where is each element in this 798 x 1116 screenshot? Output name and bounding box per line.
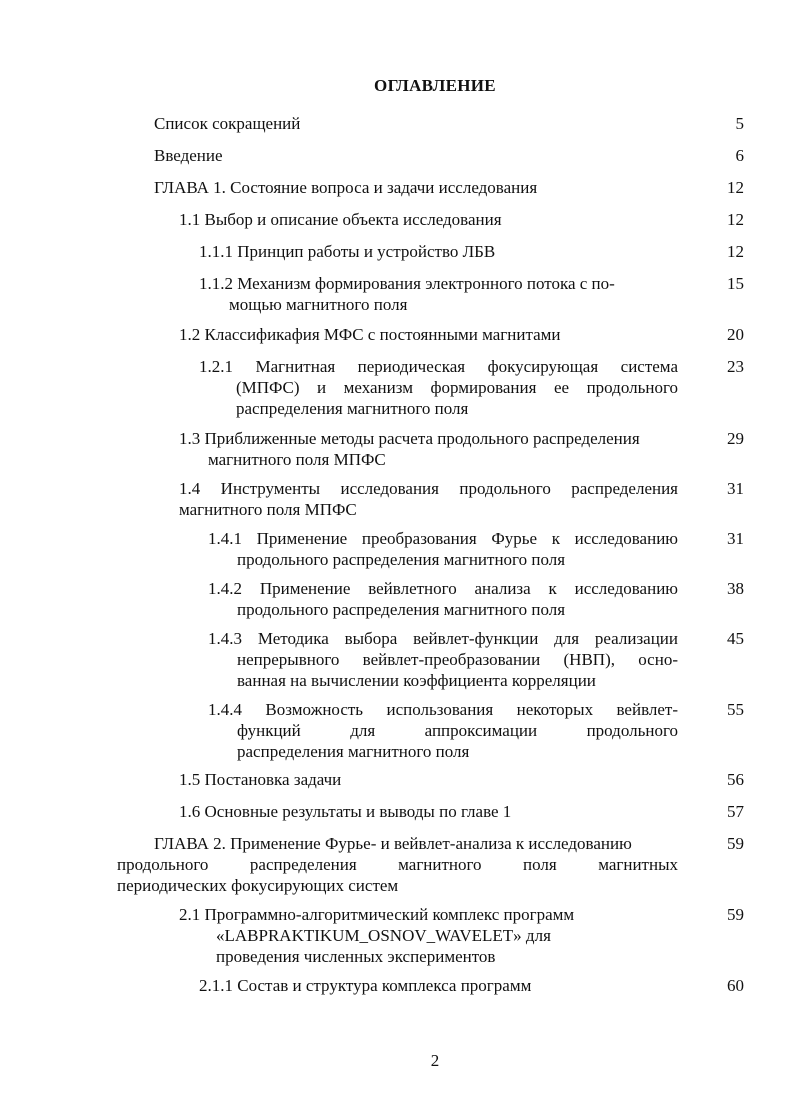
toc-entry-continuation: периодических фокусирующих систем: [117, 876, 399, 895]
toc-entry-page: 55: [727, 700, 744, 719]
toc-entry-page: 29: [727, 429, 744, 448]
toc-entry-text: 1.4 Инструменты исследования продольного распределения: [179, 479, 678, 498]
toc-heading: ОГЛАВЛЕНИЕ: [374, 76, 496, 95]
toc-entry-text: 1.2.1 Магнитная периодическая фокусирующая система: [199, 357, 678, 376]
toc-entry-text: 1.1.1 Принцип работы и устройство ЛБВ: [199, 242, 496, 261]
toc-entry: [199, 273, 744, 315]
toc-entry-page: 12: [727, 242, 744, 261]
toc-entry-page: 12: [727, 178, 744, 197]
toc-entry-page: 45: [727, 629, 744, 648]
toc-entry-page: 56: [727, 770, 744, 789]
toc-entry: [154, 113, 744, 134]
toc-entry: [208, 628, 744, 691]
toc-entry-text: ГЛАВА 1. Состояние вопроса и задачи исследования: [154, 178, 538, 197]
toc-entry-continuation: ванная на вычислении коэффициента корреляции: [237, 671, 596, 690]
toc-entry: [179, 209, 744, 230]
toc-entry-text: 2.1.1 Состав и структура комплекса программ: [199, 976, 532, 995]
toc-entry: [117, 833, 744, 896]
toc-entry-page: 59: [727, 834, 744, 853]
toc-entry: [179, 428, 744, 470]
toc-entry: [199, 975, 744, 996]
toc-entry-text: 1.1 Выбор и описание объекта исследования: [179, 210, 502, 229]
toc-entry-page: 31: [727, 479, 744, 498]
toc-entry: [179, 769, 744, 790]
toc-entry: [208, 699, 744, 762]
toc-entry: [179, 324, 744, 345]
toc-entry-text: 1.4.2 Применение вейвлетного анализа к исследованию: [208, 579, 678, 598]
page-number: 2: [430, 1051, 440, 1070]
toc-entry-text: 1.1.2 Механизм формирования электронного потока с по-: [199, 274, 615, 293]
toc-entry-page: 38: [727, 579, 744, 598]
toc-entry: [199, 241, 744, 262]
toc-entry-text: Введение: [154, 146, 223, 165]
toc-entry-continuation: распределения магнитного поля: [237, 742, 470, 761]
toc-entry-text: 1.4.1 Применение преобразования Фурье к исследованию: [208, 529, 678, 548]
toc-entry: [199, 356, 744, 419]
toc-entry-continuation: распределения магнитного поля: [236, 399, 469, 418]
toc-entry-text: 1.6 Основные результаты и выводы по главе 1: [179, 802, 512, 821]
toc-entry: [154, 177, 744, 198]
toc-entry-continuation: мощью магнитного поля: [229, 295, 408, 314]
toc-entry-continuation: функций для аппроксимации продольного: [237, 721, 678, 740]
toc-entry-page: 6: [735, 146, 744, 165]
toc-entry: [179, 478, 744, 520]
toc-entry-continuation: продольного распределения магнитного поля: [237, 600, 566, 619]
toc-entry-text: 1.5 Постановка задачи: [179, 770, 342, 789]
toc-entry: [208, 578, 744, 620]
toc-entry-page: 12: [727, 210, 744, 229]
toc-entry-continuation: продольного распределения магнитного поля: [237, 550, 566, 569]
toc-entry-page: 20: [727, 325, 744, 344]
toc-entry-continuation: проведения численных экспериментов: [216, 947, 496, 966]
toc-entry: [179, 904, 744, 967]
toc-entry-page: 59: [727, 905, 744, 924]
toc-entry-text: ГЛАВА 2. Применение Фурье- и вейвлет-анализа к исследованию: [154, 834, 632, 853]
toc-entry-page: 15: [727, 274, 744, 293]
toc-entry-continuation: магнитного поля МПФС: [179, 500, 357, 519]
toc-entry-text: 2.1 Программно-алгоритмический комплекс программ: [179, 905, 575, 924]
toc-entry: [179, 801, 744, 822]
toc-entry-page: 23: [727, 357, 744, 376]
toc-entry-text: 1.2 Классификафия МФС с постоянными магнитами: [179, 325, 561, 344]
toc-entry-text: 1.4.4 Возможность использования некоторых вейвлет-: [208, 700, 678, 719]
toc-entry: [208, 528, 744, 570]
toc-entry-page: 5: [735, 114, 744, 133]
toc-entry-continuation: магнитного поля МПФС: [208, 450, 386, 469]
toc-entry-page: 57: [727, 802, 744, 821]
toc-entry-continuation: продольного распределения магнитного поля магнитных: [117, 855, 678, 874]
toc-entry-text: 1.4.3 Методика выбора вейвлет-функции для реализации: [208, 629, 678, 648]
toc-entry: [154, 145, 744, 166]
toc-entry-continuation: непрерывного вейвлет-преобразовании (НВП), осно-: [237, 650, 678, 669]
toc-entry-continuation: «LABPRAKTIKUM_OSNOV_WAVELET» для: [216, 926, 551, 945]
toc-entry-page: 60: [727, 976, 744, 995]
toc-entry-text: 1.3 Приближенные методы расчета продольного распределения: [179, 429, 640, 448]
toc-entry-continuation: (МПФС) и механизм формирования ее продольного: [236, 378, 678, 397]
toc-entry-page: 31: [727, 529, 744, 548]
toc-entry-text: Список сокращений: [154, 114, 301, 133]
